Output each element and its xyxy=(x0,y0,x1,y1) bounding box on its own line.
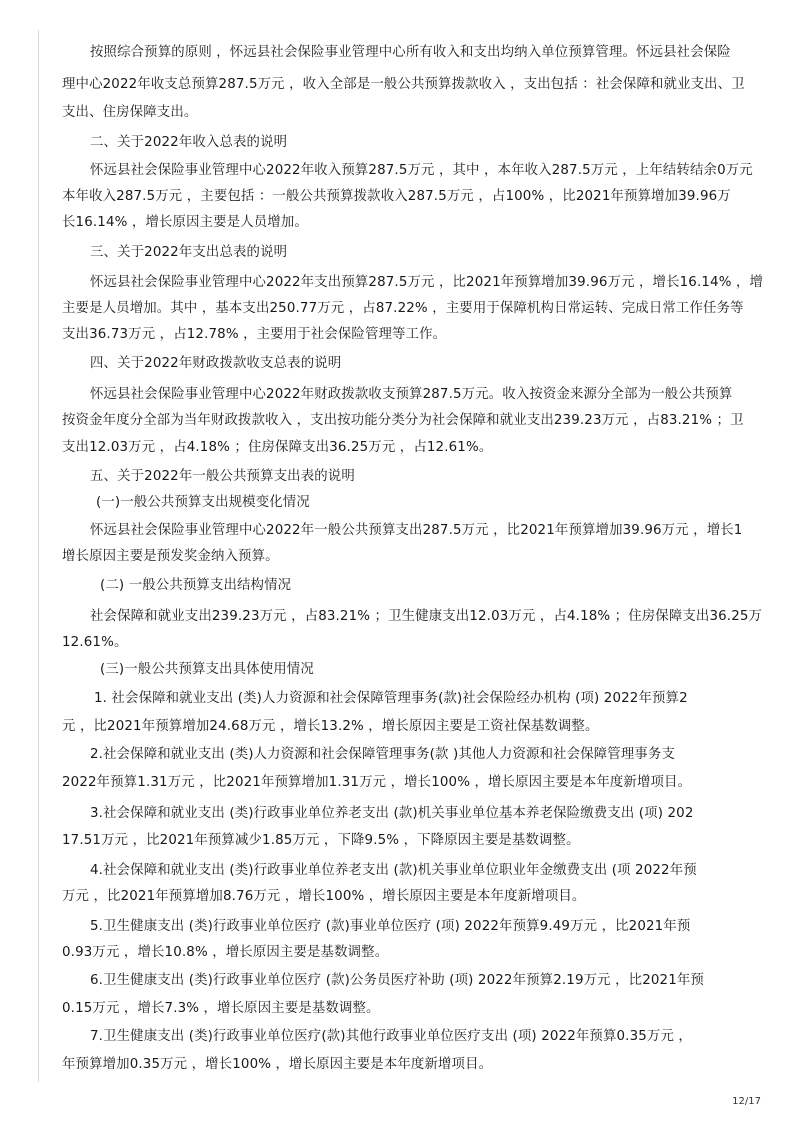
text-line: 理中心2022年收支总预算287.5万元 ，收入全部是一般公共预算拨款收入 ，支出包括 ：社会保障和就业支出、卫 xyxy=(62,77,745,92)
subsection-heading: (一)一般公共预算支出规模变化情况 xyxy=(96,495,310,510)
text-line: 0.93万元 ，增长10.8% ，增长原因主要是基数调整。 xyxy=(62,945,389,960)
text-line: 17.51万元 ，比2021年预算减少1.85万元 ，下降9.5% ，下降原因主要是基数调整。 xyxy=(62,833,580,848)
text-line: 按资金年度分全部为当年财政拨款收入 ，支出按功能分类分为社会保障和就业支出239.23万元 ，占83.21% ；卫 xyxy=(62,413,744,428)
text-line: 万元 ，比2021年预算增加8.76万元 ，增长100% ，增长原因主要是本年度新增项目。 xyxy=(62,889,586,904)
text-line: 支出12.03万元 ，占4.18% ；住房保障支出36.25万元 ，占12.61%。 xyxy=(62,440,493,455)
text-line: 支出、住房保障支出。 xyxy=(62,105,198,120)
text-line: 社会保障和就业支出239.23万元 ，占83.21% ；卫生健康支出12.03万元 ，占4.18% ；住房保障支出36.25万 xyxy=(90,609,763,624)
text-line: 元 ，比2021年预算增加24.68万元 ，增长13.2% ，增长原因主要是工资社保基数调整。 xyxy=(62,719,599,734)
text-line: 增长原因主要是预发奖金纳入预算。 xyxy=(62,549,279,564)
text-line: 4.社会保障和就业支出 (类)行政事业单位养老支出 (款)机关事业单位职业年金缴费支出 (项 2022年预 xyxy=(90,863,697,878)
page-number: 12/17 xyxy=(732,1096,761,1107)
text-line: 长16.14% ，增长原因主要是人员增加。 xyxy=(62,215,308,230)
text-line: 主要是人员增加。其中 ，基本支出250.77万元 ，占87.22% ，主要用于保障机构日常运转、完成日常工作任务等 xyxy=(62,301,744,316)
text-line: 7.卫生健康支出 (类)行政事业单位医疗(款)其他行政事业单位医疗支出 (项) 2022年预算0.35万元 ， xyxy=(90,1029,692,1044)
subsection-heading: (二) 一般公共预算支出结构情况 xyxy=(100,578,292,593)
text-line: 按照综合预算的原则 ，怀远县社会保险事业管理中心所有收入和支出均纳入单位预算管理。怀远县社会保险 xyxy=(90,45,731,60)
subsection-heading: (三)一般公共预算支出具体使用情况 xyxy=(100,662,314,677)
text-line: 年预算增加0.35万元 ，增长100% ，增长原因主要是本年度新增项目。 xyxy=(62,1057,493,1072)
text-line: 怀远县社会保险事业管理中心2022年一般公共预算支出287.5万元 ，比2021年预算增加39.96万元 ，增长1 xyxy=(90,523,743,538)
text-line: 12.61%。 xyxy=(62,635,128,650)
section-heading: 三、关于2022年支出总表的说明 xyxy=(90,245,288,260)
text-line: 2022年预算1.31万元 ，比2021年预算增加1.31万元 ，增长100% ，增长原因主要是本年度新增项目。 xyxy=(62,775,692,790)
text-line: 2.社会保障和就业支出 (类)人力资源和社会保障管理事务(款 )其他人力资源和社会保障管理事务支 xyxy=(90,747,676,762)
text-line: 3.社会保障和就业支出 (类)行政事业单位养老支出 (款)机关事业单位基本养老保险缴费支出 (项) 202 xyxy=(90,806,694,821)
text-line: 本年收入287.5万元 ，主要包括 ：一般公共预算拨款收入287.5万元 ，占100% ，比2021年预算增加39.96万 xyxy=(62,189,731,204)
section-heading: 五、关于2022年一般公共预算支出表的说明 xyxy=(90,469,355,484)
text-line: 怀远县社会保险事业管理中心2022年财政拨款收支预算287.5万元。收入按资金来源分全部为一般公共预算 xyxy=(90,387,733,402)
text-line: 6.卫生健康支出 (类)行政事业单位医疗 (款)公务员医疗补助 (项) 2022年预算2.19万元 ，比2021年预 xyxy=(90,973,704,988)
text-line: 0.15万元 ，增长7.3% ，增长原因主要是基数调整。 xyxy=(62,1001,380,1016)
left-margin-rule xyxy=(38,30,39,1082)
text-line: 怀远县社会保险事业管理中心2022年支出预算287.5万元 ，比2021年预算增加39.96万元 ，增长16.14% ，增 xyxy=(90,275,764,290)
text-line: 支出36.73万元 ，占12.78% ，主要用于社会保险管理等工作。 xyxy=(62,327,447,342)
section-heading: 二、关于2022年收入总表的说明 xyxy=(90,135,288,150)
text-line: 怀远县社会保险事业管理中心2022年收入预算287.5万元 ，其中 ，本年收入287.5万元 ，上年结转结余0万元 xyxy=(90,163,753,178)
text-line: 5.卫生健康支出 (类)行政事业单位医疗 (款)事业单位医疗 (项) 2022年预算9.49万元 ，比2021年预 xyxy=(90,919,691,934)
text-line: 1. 社会保障和就业支出 (类)人力资源和社会保障管理事务(款)社会保险经办机构 (项) 2022年预算2 xyxy=(94,691,688,706)
section-heading: 四、关于2022年财政拨款收支总表的说明 xyxy=(90,356,342,371)
